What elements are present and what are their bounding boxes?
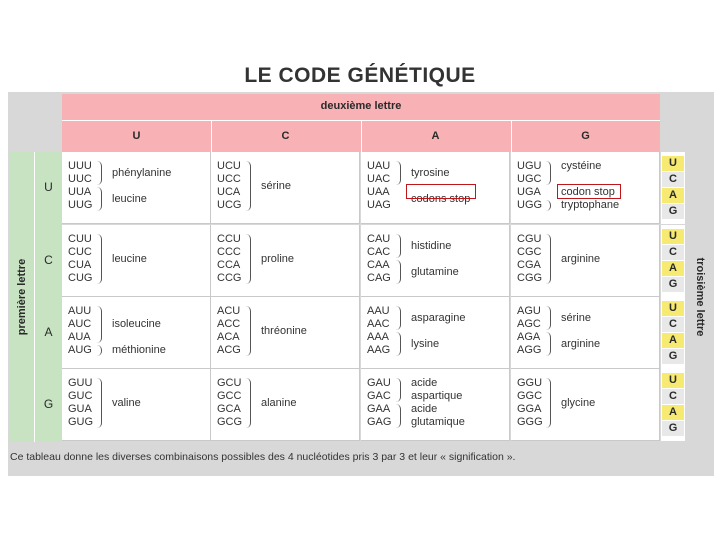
amino-acid-label: arginine [561,337,601,350]
brace [396,161,401,185]
stop-codon-box [557,184,621,199]
second-letter-2: A [431,130,440,142]
third-letter-2: A [662,188,684,203]
codon: GAC [367,390,391,402]
amino-acid-label: alanine [261,396,297,409]
codon: UUU [68,160,92,172]
amino-acid-label: phénylanine [112,166,172,179]
codon: GUC [68,390,93,402]
codon: UGA [517,186,541,198]
codon: GUU [68,377,93,389]
codon: CUC [68,246,92,258]
codon: GGC [517,390,543,402]
codon: GGA [517,403,542,415]
amino-acid-label: acide [411,377,438,389]
codon: CGA [517,259,541,271]
amino-acid-label: méthionine [112,344,166,356]
brace [97,234,102,284]
codon: UUG [68,199,93,211]
brace [97,187,102,211]
codon: GGG [517,416,543,428]
third-letter-3: G [662,277,684,292]
codon: GCC [217,390,242,402]
codon: ACA [217,331,240,343]
codon: AGG [517,344,542,356]
codon: AUG [68,344,92,356]
codon: CGC [517,246,542,258]
brace [396,404,401,428]
amino-acid-label: arginine [561,252,601,265]
first-letter-label: première lettre [16,258,28,336]
codon: UUA [68,186,92,198]
amino-acid-label: acide [411,403,438,415]
amino-acid-label: lysine [411,337,440,350]
brace [546,161,551,185]
brace [546,234,551,284]
brace [246,306,251,356]
codon: UUC [68,173,92,185]
amino-acid-label: isoleucine [112,318,161,330]
codon: UAC [367,173,391,185]
brace [396,378,401,402]
second-letter-3: G [581,130,590,142]
codon: UCC [217,173,241,185]
amino-acid-label: cystéine [561,160,602,172]
page-title: LE CODE GÉNÉTIQUE [244,64,476,87]
amino-acid-label: sérine [261,179,291,192]
brace [396,260,401,284]
codon: GAU [367,377,391,389]
codon: GUG [68,416,94,428]
codon: GCA [217,403,241,415]
codon: CUA [68,259,92,271]
codon: UAG [367,199,391,211]
amino-acid-label: valine [112,396,141,409]
codon: CCG [217,272,242,284]
amino-acid-label: glycine [561,396,596,409]
codon: UCA [217,186,241,198]
brace [97,306,102,343]
codon: CAA [367,259,390,271]
codon: UGG [517,199,543,211]
third-letter-0: U [662,229,684,244]
brace [546,306,551,330]
codon: CGG [517,272,543,284]
codon: CGU [517,233,542,245]
third-letter-1: C [662,317,684,332]
codon: AAG [367,344,391,356]
first-letter-0: U [44,180,53,194]
third-letter-1: C [662,389,684,404]
codon: CCU [217,233,241,245]
codon: AAU [367,305,390,317]
third-letter-2: A [662,405,684,420]
brace [396,234,401,258]
codon: UAA [367,186,390,198]
codon: CUU [68,233,92,245]
amino-acid-label: leucine [112,192,147,205]
codon: GAG [367,416,392,428]
third-letter-2: A [662,261,684,276]
codon: CUG [68,272,93,284]
amino-acid-label: tryptophane [561,199,620,211]
second-letter-1: C [281,130,290,142]
codon: ACU [217,305,241,317]
amino-acid-label: sérine [561,311,591,324]
second-letter-label: deuxième lettre [320,100,402,112]
codon: AAA [367,331,390,343]
amino-acid-label: proline [261,252,295,265]
amino-acid-label: glutamique [411,416,465,428]
third-letter-3: G [662,349,684,364]
brace [396,332,401,356]
codon: GCU [217,377,242,389]
third-letter-3: G [662,421,684,436]
first-letter-2: A [44,325,53,339]
brace [97,378,102,428]
codon: AAC [367,318,390,330]
third-letter-0: U [662,301,684,316]
brace [246,378,251,428]
brace [246,161,251,211]
brace [246,234,251,284]
codon: GGU [517,377,543,389]
codon: UCG [217,199,242,211]
codon: AUU [68,305,92,317]
codon: CAG [367,272,391,284]
third-letter-0: U [662,156,684,171]
amino-acid-label: thréonine [261,324,307,337]
codon: AUA [68,331,91,343]
third-letter-2: A [662,333,684,348]
codon: AUC [68,318,92,330]
third-letter-1: C [662,245,684,260]
first-letter-3: G [43,397,54,411]
amino-acid-label: leucine [112,252,147,265]
codon: UCU [217,160,241,172]
codon: AGU [517,305,541,317]
brace [546,332,551,356]
codon: GAA [367,403,391,415]
codon: CAC [367,246,391,258]
amino-acid-label: asparagine [411,311,466,324]
caption: Ce tableau donne les diverses combinaisons possibles des 4 nucléotides pris 3 par 3 et leur « signification ». [10,451,516,463]
amino-acid-label: codons stop [411,192,471,205]
brace [396,306,401,330]
brace [546,378,551,428]
amino-acid-label: histidine [411,239,452,252]
codon: AGC [517,318,541,330]
amino-acid-label: codon stop [561,186,615,198]
codon: AGA [517,331,541,343]
stop-codon-box [406,184,476,199]
codon: UGU [517,160,542,172]
codon: UAU [367,160,391,172]
codon: ACG [217,344,241,356]
codon: GUA [68,403,92,415]
third-letter-0: U [662,373,684,388]
codon: UGC [517,173,542,185]
second-letter-0: U [132,130,141,142]
amino-acid-label: glutamine [411,265,459,278]
third-letter-1: C [662,172,684,187]
amino-acid-label: aspartique [411,390,463,402]
codon: CAU [367,233,391,245]
first-letter-1: C [44,253,53,267]
third-letter-label: troisième lettre [694,257,706,337]
amino-acid-label: tyrosine [411,166,450,179]
codon: CCA [217,259,241,271]
brace [97,161,102,185]
codon: GCG [217,416,243,428]
codon: ACC [217,318,241,330]
third-letter-3: G [662,204,684,219]
codon: CCC [217,246,241,258]
